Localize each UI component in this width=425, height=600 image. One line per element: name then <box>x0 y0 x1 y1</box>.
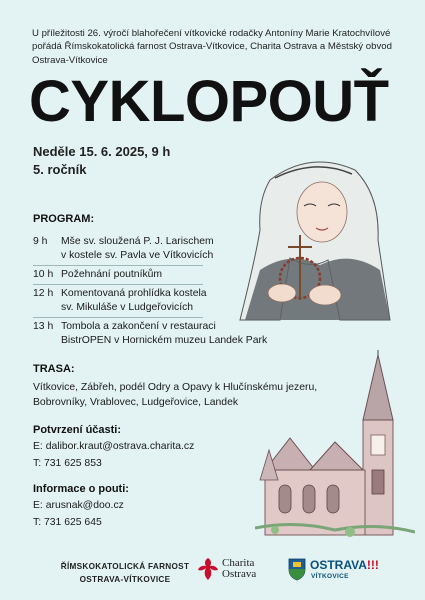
program-time: 12 h <box>33 288 54 299</box>
parish-line: OSTRAVA-VÍTKOVICE <box>79 575 171 584</box>
ostrava-bang: !!! <box>366 558 379 572</box>
confirm-heading: Potvrzení účasti: <box>33 424 122 436</box>
church-illustration <box>255 350 415 540</box>
program-text <box>61 320 351 348</box>
event-date-block <box>33 143 170 179</box>
program-line: Komentovaná prohlídka kostela <box>61 288 207 299</box>
program-time: 13 h <box>33 321 54 332</box>
page-title: CYKLOPOUŤ <box>29 69 389 134</box>
program-line: v kostele sv. Pavla ve Vítkovicích <box>61 250 214 261</box>
event-edition: 5. ročník <box>33 162 87 177</box>
info-email[interactable]: E: arusnak@doo.cz <box>33 500 124 511</box>
charita-cross-logo <box>197 557 219 581</box>
vitkovice-text: VÍTKOVICE <box>311 573 349 580</box>
ostrava-word: OSTRAVA <box>310 558 367 572</box>
program-text <box>61 235 351 263</box>
program-time: 9 h <box>33 236 48 247</box>
charita-line: Charita <box>222 557 255 569</box>
divider <box>33 317 203 318</box>
program-line: BistrOPEN v Hornickém muzeu Landek Park <box>61 335 268 346</box>
confirm-email[interactable]: E: dalibor.kraut@ostrava.charita.cz <box>33 441 195 452</box>
confirm-phone[interactable]: T: 731 625 853 <box>33 458 102 469</box>
divider <box>33 265 203 266</box>
intro-text: U příležitosti 26. výročí blahořečení vítkovické rodačky Antoníny Marie Kratochvílové pořádá Římskokatolická farnost Ostrava-Vítkovice, Charita Ostrava a Městský obvod Ostrava-Vítkovice <box>32 28 392 66</box>
program-time: 10 h <box>33 269 54 280</box>
program-line: sv. Mikuláše v Ludgeřovicích <box>61 302 194 313</box>
program-heading: PROGRAM: <box>33 213 95 225</box>
event-date: Neděle 15. 6. 2025, 9 h <box>33 144 171 159</box>
info-heading: Informace o pouti: <box>33 483 129 495</box>
charita-logo-text <box>222 558 256 580</box>
parish-line: ŘÍMSKOKATOLICKÁ FARNOST <box>60 562 190 571</box>
charita-line: Ostrava <box>222 568 257 580</box>
program-text <box>61 287 351 315</box>
divider <box>33 284 203 285</box>
vitkovice-coat-of-arms <box>287 557 307 581</box>
route-heading: TRASA: <box>33 363 75 375</box>
parish-logo-text <box>40 560 210 586</box>
program-text: Požehnání poutníkům <box>61 269 163 280</box>
info-phone[interactable]: T: 731 625 645 <box>33 517 102 528</box>
route-text: Vítkovice, Zábřeh, podél Odry a Opavy k Hlučínskému jezeru, Bobrovníky, Vrablovec, Ludgeřovice, Landek <box>33 382 318 408</box>
ostrava-logo-text <box>310 558 379 572</box>
program-line: Mše sv. sloužená P. J. Larischem <box>61 236 214 247</box>
program-line: Tombola a zakončení v restauraci <box>61 321 216 332</box>
